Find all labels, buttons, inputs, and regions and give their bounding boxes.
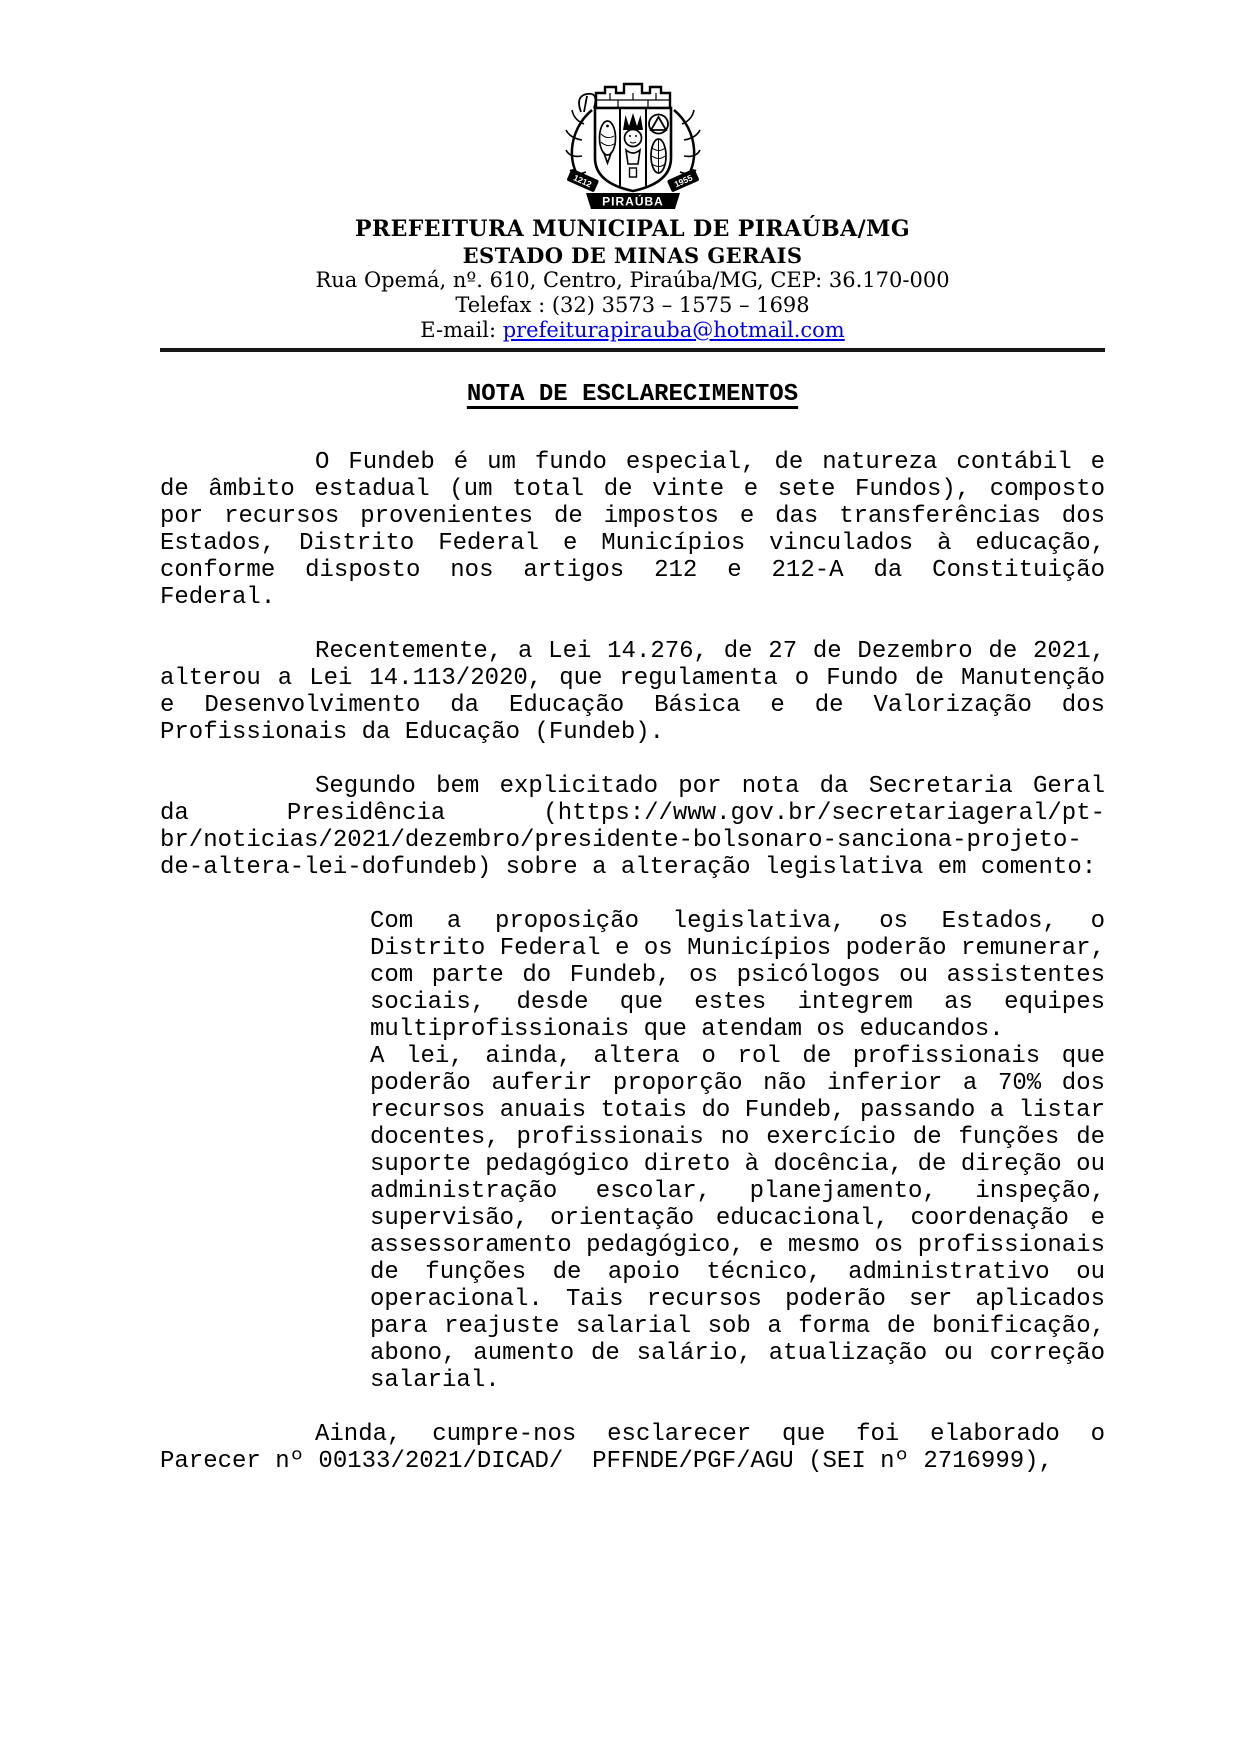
logo-year-left: 1212 xyxy=(571,172,593,190)
state-name: ESTADO DE MINAS GERAIS xyxy=(462,243,803,268)
paragraph-2: Recentemente, a Lei 14.276, de 27 de Dezembro de 2021, alterou a Lei 14.113/2020, que regulamenta o Fundo de Manutenção e Desenvolvimento da Educação Básica e de Valorização dos Profissionais da Educação (Fundeb). xyxy=(160,638,1105,746)
paragraph-1: O Fundeb é um fundo especial, de natureza contábil e de âmbito estadual (um total de vinte e sete Fundos), composto por recursos provenientes de impostos e das transferências dos Estados, Distrito Federal e Municípios vinculados à educação, conforme disposto nos artigos 212 e 212-A da Constituição Federal. xyxy=(160,449,1105,611)
logo-year-right: 1955 xyxy=(672,172,694,190)
org-name: PREFEITURA MUNICIPAL DE PIRAÚBA/MG xyxy=(354,216,911,242)
paragraph-4: Ainda, cumpre-nos esclarecer que foi elaborado o Parecer nº 00133/2021/DICAD/ PFFNDE/PGF/AGU (SEI nº 2716999), xyxy=(160,1421,1105,1475)
logo-banner-text: PIRAÚBA xyxy=(601,194,664,209)
logo-wrap xyxy=(160,72,1105,210)
page-title xyxy=(160,381,1105,408)
blockquote-paragraph-1: Com a proposição legislativa, os Estados, o Distrito Federal e os Municípios poderão remunerar, com parte do Fundeb, os psicólogos ou assistentes sociais, desde que estes integrem as equipes multiprofissionais que atendam os educandos. xyxy=(370,908,1105,1043)
page-title-text: NOTA DE ESCLARECIMENTOS xyxy=(466,381,799,408)
letterhead xyxy=(160,72,1105,343)
email-link[interactable]: prefeiturapirauba@hotmail.com xyxy=(502,318,845,342)
email-line xyxy=(160,318,1105,343)
header-rule xyxy=(160,348,1105,352)
email-label: E-mail: xyxy=(420,318,503,342)
coat-of-arms-icon xyxy=(526,72,740,210)
blockquote xyxy=(370,908,1105,1394)
paragraph-3: Segundo bem explicitado por nota da Secretaria Geral da Presidência (https://www.gov.br/secretariageral/pt-br/noticias/2021/dezembro/presidente-bolsonaro-sanciona-projeto-de-altera-lei-dofundeb) sobre a alteração legislativa em comento: xyxy=(160,773,1105,881)
blockquote-paragraph-2: A lei, ainda, altera o rol de profissionais que poderão auferir proporção não inferior a 70% dos recursos anuais totais do Fundeb, passando a listar docentes, profissionais no exercício de funções de suporte pedagógico direto à docência, de direção ou administração escolar, planejamento, inspeção, supervisão, orientação educacional, coordenação e assessoramento pedagógico, e mesmo os profissionais de funções de apoio técnico, administrativo ou operacional. Tais recursos poderão ser aplicados para reajuste salarial sob a forma de bonificação, abono, aumento de salário, atualização ou correção salarial. xyxy=(370,1043,1105,1394)
address-line: Rua Opemá, nº. 610, Centro, Piraúba/MG, CEP: 36.170-000 xyxy=(315,268,950,292)
telefax-line: Telefax : (32) 3573 – 1575 – 1698 xyxy=(455,293,810,317)
